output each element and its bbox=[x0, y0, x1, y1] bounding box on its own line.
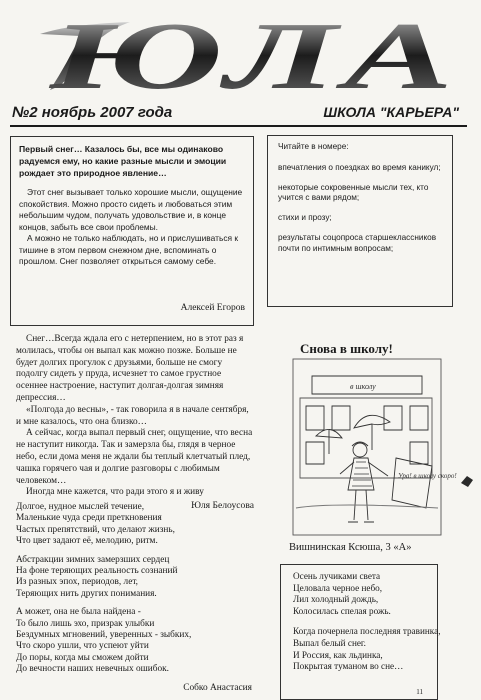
issue-date: №2 ноябрь 2007 года bbox=[12, 104, 173, 121]
poem-line: То было лишь эхо, призрак улыбки bbox=[16, 618, 155, 629]
poem-line: Долгое, нудное мыслей течение, bbox=[16, 502, 145, 512]
poem-line: И Россия, как льдинка, bbox=[293, 649, 383, 660]
poem-two-box bbox=[280, 564, 441, 700]
page-number: 11 bbox=[416, 688, 423, 696]
contents-item: результаты соцопроса старшеклассников почти по интимным вопросам; bbox=[278, 232, 437, 253]
poem-line: Что скоро ушли, что успеют уйти bbox=[16, 641, 149, 652]
contents-item: стихи и прозу; bbox=[278, 213, 332, 223]
poem-line: Теряющих нить других понимания. bbox=[16, 588, 157, 599]
article-paragraph: Снег…Всегда ждала его с нетерпением, но в этот раз я молилась, чтобы он выпал как можно позже. Больше не будет долгих прогулок с друзьями, больше не смогу подолгу сидеть у пруда, исчезнет то самое грустное осеннее настроение, наступит долгая-долгая зимняя депрессия… bbox=[16, 334, 244, 403]
poem-line: Осень лучиками света bbox=[293, 571, 381, 581]
article-paragraph: Этот снег вызывает только хорошие мысли, ощущение спокойствия. Можно просто сидеть и любоваться этим небольшим чудом, получать удовольствие и, в конце концов, забыть все свои проблемы. bbox=[19, 187, 243, 232]
poem-line: Выпал белый снег. bbox=[293, 637, 366, 648]
poem-line: А может, она не была найдена - bbox=[16, 607, 141, 618]
poem-line: Частых препятствий, что делают жизнь, bbox=[16, 524, 175, 535]
poem-author: Собко Анастасия bbox=[183, 683, 252, 693]
contents-title: Читайте в номере: bbox=[278, 142, 349, 151]
article-paragraph: «Полгода до весны», - так говорила я в начале сентября, и мне казалось, что она близко… bbox=[16, 404, 249, 427]
article-author: Алексей Егоров bbox=[180, 303, 245, 313]
article-paragraph: Иногда мне кажется, что ради этого я и живу bbox=[26, 487, 204, 498]
smudge-mark bbox=[460, 474, 474, 488]
drawing-title: Снова в школу! bbox=[300, 341, 393, 356]
article-first-snow-box bbox=[10, 136, 254, 326]
poem-one bbox=[16, 502, 252, 693]
poem-line: Что цвет задают её, мелодию, ритм. bbox=[16, 536, 158, 547]
poem-line: На фоне теряющих реальность сознаний bbox=[16, 566, 178, 577]
poem-line: Маленькие чуда среди преткновения bbox=[16, 513, 162, 524]
poem-line: Колосилась спелая рожь. bbox=[293, 605, 391, 616]
poem-line: Когда почернела последняя травинка, bbox=[293, 626, 441, 637]
masthead-title: ЮЛА bbox=[48, 2, 461, 109]
poem-line: Из разных эпох, периодов, лет, bbox=[16, 577, 139, 588]
poem-line: Лил холодный дождь, bbox=[293, 594, 379, 605]
article-paragraph: А можно не только наблюдать, но и прислушиваться к тишине в этом первом снежном дне, вспоминать о прошлом. Снег позволяет открыться самому себе. bbox=[19, 233, 239, 266]
poem-line: Абстракции зимних замерзших сердец bbox=[16, 554, 170, 565]
drawing-sign-text: в школу bbox=[350, 382, 376, 391]
article-lead: Первый снег… Казалось бы, все мы одинаково радуемся ему, но какие разные мысли и эмоции рождает это природное явление… bbox=[19, 144, 227, 178]
contents-item: впечатления о поездках во время каникул; bbox=[278, 162, 441, 172]
contents-item: некоторые сокровенные мысли тех, кто учится с вами рядом; bbox=[278, 182, 429, 203]
school-name: ШКОЛА "КАРЬЕРА" bbox=[323, 104, 459, 120]
poem-line: Целовала черное небо, bbox=[293, 582, 383, 593]
article-paragraph: А сейчас, когда выпал первый снег, ощущение, что весна не наступит никогда. Так и замерзла бы, глядя в черное небо, если дома меня не ждали бы теплый клетчатый плед, чашка горячего чая и долгие разговоры с любимым человеком… bbox=[16, 428, 253, 486]
contents-box bbox=[267, 135, 453, 307]
drawing-board-text: Ура! в школу скоро! bbox=[398, 472, 457, 480]
header-rule bbox=[10, 125, 467, 127]
article-author: Юля Белоусова bbox=[191, 500, 254, 512]
article-snow-prose bbox=[16, 334, 254, 512]
poem-line: Покрытая туманом во сне… bbox=[293, 661, 404, 672]
drawing-caption: Вишнинская Ксюша, 3 «А» bbox=[289, 542, 412, 553]
masthead-logo bbox=[10, 2, 470, 109]
poem-line: Бездумных мгновений, уверенных - зыбких, bbox=[16, 630, 192, 641]
child-drawing bbox=[292, 358, 457, 536]
poem-line: До вечности наших невечных ошибок. bbox=[16, 664, 169, 675]
poem-line: До поры, когда мы сможем дойти bbox=[16, 652, 149, 663]
